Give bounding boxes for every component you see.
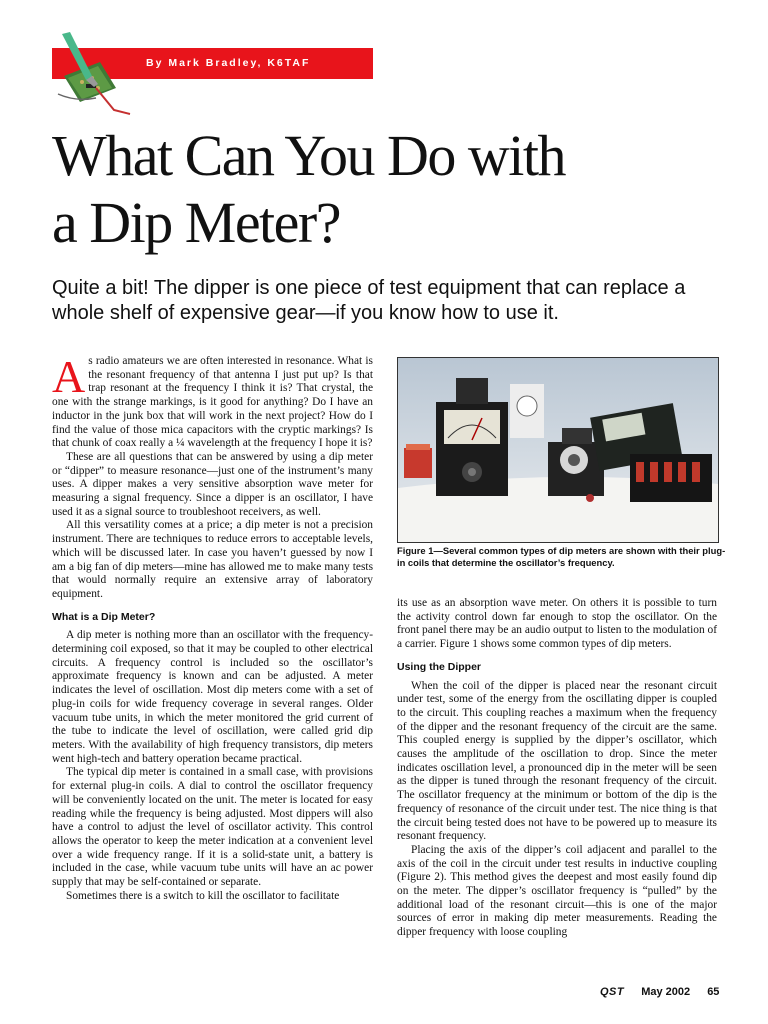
- body-paragraph: When the coil of the dipper is placed near the resonant circuit under test, some of the energy from the oscillating dipper is coupled to the circuit. This coupling reaches a maximum when the frequency of the dipper and the resonant frequency of the circuit are the same. This coupled energy is supplied by the dipper’s oscillator, which causes the amplitude of the oscillation to drop. Since the meter indicates oscillation level, a pronounced dip in the meter will be seen as the dipper is tuned through the resonant frequency of the circuit. The oscillator frequency at the minimum or bottom of the dip is the frequency of resonance of the circuit under test. The nice thing is that the circuit being tested does not have to be powered up to measure its resonant frequency.: [397, 679, 717, 843]
- title-line-1: What Can You Do with: [52, 123, 565, 188]
- page-number: 65: [707, 986, 720, 998]
- figure-1-caption: Figure 1—Several common types of dip meters are shown with their plug-in coils that determine the oscillator’s frequency.: [397, 545, 726, 568]
- body-paragraph: The typical dip meter is contained in a small case, with provisions for external plug-in coils. A dial to control the oscillator frequency will be conveniently located on the unit. The meter is located for easy reading while the frequency is being adjusted. Most dippers will also have a control to adjust the level of oscillator activity. This control allows the operator to keep the meter indication at a convenient level over a wide frequency range. If it is a solid-state unit, a battery is included in the case, while vacuum tube units will have an ac power supply that may be self-contained or separate.: [52, 766, 373, 889]
- magazine-logo: QST: [600, 986, 625, 998]
- byline: By Mark Bradley, K6TAF: [146, 57, 311, 69]
- body-paragraph: These are all questions that can be answered by using a dip meter or “dipper” to measure resonance—just one of the instrument’s many uses. A dipper makes a very sensitive absorption wave meter for measuring a signal frequency. Since a dipper is an oscillator, I have used it as a signal source to troubleshoot receivers, as well.: [52, 450, 373, 518]
- section-heading: What is a Dip Meter?: [52, 610, 156, 623]
- title-line-2: a Dip Meter?: [52, 190, 340, 255]
- body-paragraph: Sometimes there is a switch to kill the oscillator to facilitate: [66, 889, 340, 902]
- body-paragraph: its use as an absorption wave meter. On others it is possible to turn the activity control down far enough to stop the oscillator. On the front panel there may be an audio output to listen to the modulation of a carrier. Figure 1 shows some common types of dip meters.: [397, 597, 717, 651]
- section-heading: Using the Dipper: [397, 660, 482, 673]
- article-title: [52, 122, 732, 256]
- body-paragraph: Placing the axis of the dipper’s coil adjacent and parallel to the axis of the coil in the circuit under test results in inductive coupling (Figure 2). This method gives the deepest and most easily found dip on the meter. The dipper’s oscillator frequency is “pulled” by the additional load of the resonant circuit—this is one of the major sources of error in making dip meter measurements. Reading the dipper frequency with loose coupling: [397, 843, 717, 939]
- drop-cap: A: [52, 351, 86, 402]
- body-paragraph: A dip meter is nothing more than an oscillator with the frequency-determining coil exposed, so that it may be coupled to other electrical circuits. A frequency control is included so the oscillator’s approximate frequency is known and can be adjusted. A meter indicates the level of oscillation. Most dip meters come with a set of plug-in coils for wide frequency coverage in several ranges. Older vacuum tube units, in which the meter monitored the grid current of the tube to indicate the level of oscillation, were called grid dip meters. With the availability of high frequency transistors, dip meters went high-tech and battery operation became practical.: [52, 629, 373, 765]
- dip-meters-illustration: [398, 358, 718, 542]
- figure-1-photo: [397, 357, 719, 543]
- issue-date: May 2002: [641, 986, 691, 998]
- right-column: [397, 597, 717, 940]
- article-subtitle: Quite a bit! The dipper is one piece of test equipment that can replace a whole shelf of expensive gear—if you know how to use it.: [52, 277, 686, 324]
- intro-paragraph: [52, 351, 373, 451]
- body-paragraph: All this versatility comes at a price; a dip meter is not a precision instrument. There are techniques to reduce errors to acceptable levels, which will be discussed later. In case you haven’t guessed by now I am a big fan of dip meters—mine has allowed me to make many tests that would normally require an extensive array of laboratory equipment.: [52, 519, 373, 600]
- page-footer: [586, 986, 719, 998]
- intro-text: s radio amateurs we are often interested in resonance. What is the resonant frequency of that antenna I just put up? Is that trap resonant at the frequency I think it is? That crystal, the one with the strange markings, is it good for anything? Do I have an inductor in the junk box that will work in the next project? How do I find the value of those mica capacitors with the cryptic markings? Is that chunk of coax really a ¼ wavelength at the frequency I hope it is?: [52, 355, 373, 450]
- left-column: [52, 351, 373, 903]
- soldering-iron-icon: [56, 32, 138, 118]
